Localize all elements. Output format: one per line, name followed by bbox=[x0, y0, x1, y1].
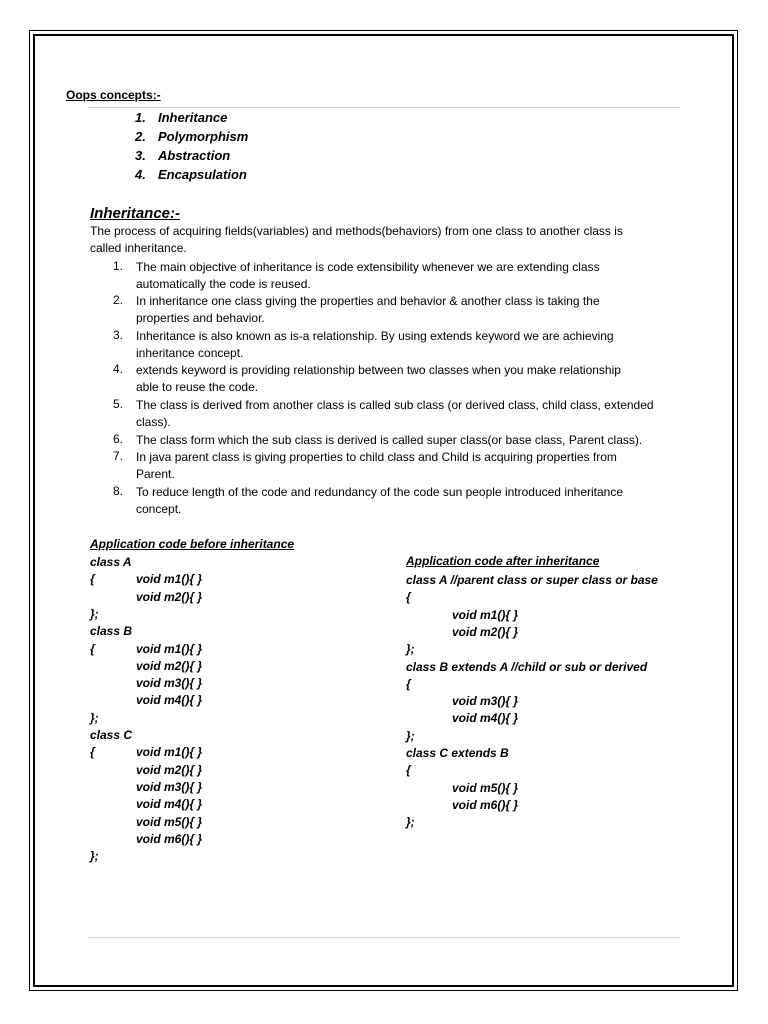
code-line: }; bbox=[90, 606, 99, 621]
point-text-cont: able to reuse the code. bbox=[136, 380, 259, 394]
code-method: void m2(){ } bbox=[136, 658, 203, 673]
code-line: { bbox=[406, 676, 411, 691]
concept-number: 4. bbox=[135, 167, 146, 182]
point-number: 2. bbox=[113, 293, 124, 307]
concept-label: Inheritance bbox=[158, 110, 228, 125]
intro-line-2: called inheritance. bbox=[90, 241, 187, 255]
page-title: Oops concepts:- bbox=[66, 88, 161, 102]
code-line: class A bbox=[90, 555, 132, 569]
point-text: The class is derived from another class is called sub class (or derived class, child class, extended bbox=[136, 398, 654, 412]
code-line: { bbox=[90, 745, 95, 760]
code-method: void m5(){ } bbox=[136, 814, 203, 829]
code-line: }; bbox=[406, 815, 415, 830]
code-method: void m2(){ } bbox=[136, 589, 203, 604]
concept-label: Abstraction bbox=[158, 148, 231, 163]
point-text: In inheritance one class giving the properties and behavior & another class is taking the bbox=[136, 294, 600, 308]
code-method: void m1(){ } bbox=[136, 641, 203, 656]
intro-line-1: The process of acquiring fields(variables) and methods(behaviors) from one class to another class is bbox=[90, 224, 623, 238]
concept-item bbox=[135, 167, 247, 182]
point-number: 5. bbox=[113, 397, 124, 411]
code-method: void m3(){ } bbox=[452, 694, 519, 709]
point-text-cont: class). bbox=[136, 415, 171, 429]
code-method: void m4(){ } bbox=[136, 797, 203, 812]
inheritance-heading: Inheritance:- bbox=[90, 205, 181, 222]
point-text: To reduce length of the code and redundancy of the code sun people introduced inheritance bbox=[136, 485, 624, 499]
code-line: class B extends A //child or sub or derived bbox=[406, 659, 648, 674]
code-method: void m2(){ } bbox=[452, 624, 519, 639]
point-number: 6. bbox=[113, 432, 124, 446]
point-text: Inheritance is also known as is-a relationship. By using extends keyword we are achieving bbox=[136, 329, 614, 343]
code-method: void m4(){ } bbox=[452, 711, 519, 726]
code-method: void m3(){ } bbox=[136, 779, 203, 794]
code-method: void m3(){ } bbox=[136, 676, 203, 691]
point-text-cont: automatically the code is reused. bbox=[136, 277, 311, 291]
code-line: class C bbox=[90, 728, 133, 742]
point-text: In java parent class is giving properties to child class and Child is acquiring properties from bbox=[136, 450, 617, 464]
code-method: void m2(){ } bbox=[136, 762, 203, 777]
concept-item bbox=[135, 129, 248, 144]
code-line: { bbox=[90, 641, 95, 656]
code-method: void m1(){ } bbox=[136, 745, 203, 760]
code-line: class B bbox=[90, 624, 133, 639]
point-number: 3. bbox=[113, 328, 124, 342]
code-line: { bbox=[406, 763, 411, 778]
code-method: void m1(){ } bbox=[136, 572, 203, 587]
header-rule bbox=[88, 107, 680, 108]
before-code-heading: Application code before inheritance bbox=[90, 537, 295, 551]
concept-number: 2. bbox=[135, 129, 146, 144]
code-method: void m6(){ } bbox=[452, 797, 519, 812]
code-method: void m1(){ } bbox=[452, 607, 519, 622]
code-line: class C extends B bbox=[406, 746, 509, 760]
code-method: void m5(){ } bbox=[452, 780, 519, 795]
code-line: }; bbox=[90, 849, 99, 864]
point-number: 8. bbox=[113, 484, 124, 498]
code-method: void m6(){ } bbox=[136, 831, 203, 846]
point-text-cont: Parent. bbox=[136, 467, 175, 481]
concept-item bbox=[135, 110, 227, 125]
concept-item bbox=[135, 148, 230, 163]
code-method: void m4(){ } bbox=[136, 693, 203, 708]
concept-number: 3. bbox=[135, 148, 146, 163]
point-text: The main objective of inheritance is code extensibility whenever we are extending class bbox=[136, 260, 600, 274]
concept-label: Encapsulation bbox=[158, 167, 247, 182]
footer-rule bbox=[88, 937, 680, 938]
code-line: }; bbox=[406, 642, 415, 657]
point-text: extends keyword is providing relationship between two classes when you make relationship bbox=[136, 363, 621, 377]
code-line: }; bbox=[406, 728, 415, 743]
code-line: class A //parent class or super class or base bbox=[406, 573, 658, 587]
concept-number: 1. bbox=[135, 110, 146, 125]
point-text: The class form which the sub class is derived is called super class(or base class, Parent class). bbox=[136, 433, 643, 447]
point-text-cont: properties and behavior. bbox=[136, 311, 265, 325]
point-number: 1. bbox=[113, 259, 124, 273]
concept-label: Polymorphism bbox=[158, 129, 249, 144]
code-line: { bbox=[406, 590, 411, 605]
code-line: { bbox=[90, 572, 95, 587]
after-code-heading: Application code after inheritance bbox=[406, 554, 600, 568]
point-number: 4. bbox=[113, 362, 124, 376]
point-text-cont: inheritance concept. bbox=[136, 346, 244, 360]
code-line: }; bbox=[90, 710, 99, 725]
point-number: 7. bbox=[113, 449, 124, 463]
point-text-cont: concept. bbox=[136, 502, 182, 516]
